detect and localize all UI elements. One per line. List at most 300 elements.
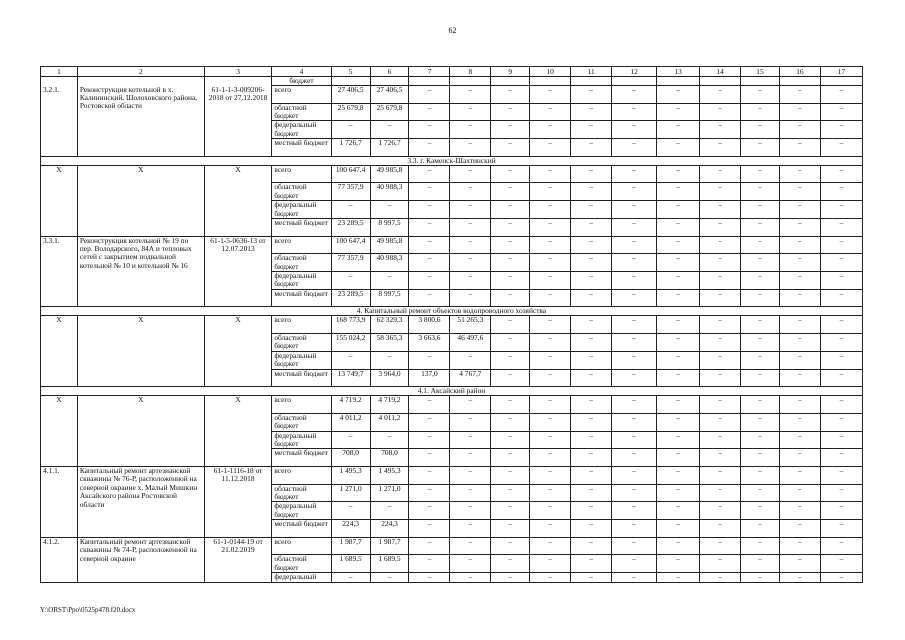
table-row <box>41 236 863 254</box>
value-cell: – <box>820 431 862 449</box>
value-cell: – <box>491 139 530 157</box>
value-cell: 708,0 <box>331 449 370 467</box>
value-cell: – <box>612 555 657 573</box>
value-cell: – <box>700 537 741 555</box>
budget-category: всего <box>272 236 331 254</box>
value-cell: – <box>409 254 450 272</box>
value-cell: – <box>657 520 700 538</box>
value-cell: 25 679,8 <box>370 103 409 121</box>
value-cell: – <box>700 254 741 272</box>
value-cell: – <box>571 537 612 555</box>
value-cell: – <box>820 449 862 467</box>
budget-category: местный бюджет <box>272 520 331 538</box>
value-cell: – <box>571 467 612 485</box>
value-cell: – <box>741 502 780 520</box>
value-cell: – <box>779 369 820 387</box>
value-cell: – <box>820 86 862 104</box>
value-cell: – <box>409 484 450 502</box>
budget-category: областной бюджет <box>272 183 331 201</box>
value-cell: 25 679,8 <box>331 103 370 121</box>
value-cell: – <box>820 139 862 157</box>
header-cell: 9 <box>491 67 530 77</box>
value-cell: 155 024,2 <box>331 334 370 352</box>
value-cell: – <box>491 351 530 369</box>
value-cell: – <box>657 351 700 369</box>
value-cell: – <box>657 219 700 237</box>
value-cell: 49 985,8 <box>370 165 409 183</box>
value-cell: – <box>571 369 612 387</box>
value-cell: – <box>571 289 612 307</box>
value-cell: – <box>820 334 862 352</box>
value-cell: – <box>450 537 491 555</box>
value-cell: – <box>700 520 741 538</box>
value-cell: 62 329,3 <box>370 316 409 334</box>
value-cell: – <box>820 289 862 307</box>
value-cell: – <box>331 272 370 290</box>
value-cell: – <box>741 165 780 183</box>
value-cell: – <box>700 369 741 387</box>
value-cell: – <box>491 254 530 272</box>
value-cell: – <box>700 121 741 139</box>
value-cell: – <box>409 431 450 449</box>
value-cell: 224,3 <box>370 520 409 538</box>
value-cell: – <box>820 316 862 334</box>
value-cell: – <box>700 183 741 201</box>
row-number: 4.1.2. <box>41 537 78 582</box>
value-cell: – <box>779 139 820 157</box>
page-number: 62 <box>448 26 457 35</box>
value-cell: – <box>741 183 780 201</box>
section-heading: 3.3. г. Каменск-Шахтинский <box>41 156 863 165</box>
value-cell: – <box>571 334 612 352</box>
value-cell: – <box>820 183 862 201</box>
value-cell: – <box>741 351 780 369</box>
value-cell: – <box>612 369 657 387</box>
value-cell: – <box>779 121 820 139</box>
value-cell: – <box>741 236 780 254</box>
value-cell: 708,0 <box>370 449 409 467</box>
value-cell: – <box>779 183 820 201</box>
value-cell: – <box>741 254 780 272</box>
value-cell: – <box>741 573 780 582</box>
value-cell: – <box>571 103 612 121</box>
value-cell: – <box>741 369 780 387</box>
value-cell: – <box>491 219 530 237</box>
value-cell: – <box>571 165 612 183</box>
value-cell: 100 647,4 <box>331 236 370 254</box>
table-row <box>41 396 863 414</box>
value-cell: 4 719,2 <box>370 396 409 414</box>
value-cell: 4 011,2 <box>331 413 370 431</box>
table-row <box>41 537 863 555</box>
value-cell: – <box>779 484 820 502</box>
document-ref: Х <box>204 316 272 387</box>
value-cell: 77 357,9 <box>331 254 370 272</box>
value-cell: – <box>700 413 741 431</box>
value-cell: – <box>571 86 612 104</box>
value-cell: – <box>331 201 370 219</box>
budget-category: областной бюджет <box>272 413 331 431</box>
budget-table <box>40 66 863 583</box>
value-cell: – <box>530 502 571 520</box>
value-cell: – <box>612 573 657 582</box>
value-cell: – <box>530 369 571 387</box>
value-cell: – <box>779 289 820 307</box>
budget-category: всего <box>272 86 331 104</box>
budget-category: федеральный бюджет <box>272 201 331 219</box>
value-cell: – <box>409 139 450 157</box>
value-cell: – <box>820 165 862 183</box>
value-cell: – <box>779 413 820 431</box>
value-cell: – <box>820 484 862 502</box>
value-cell: – <box>657 396 700 414</box>
value-cell: – <box>657 502 700 520</box>
value-cell: – <box>612 537 657 555</box>
value-cell: – <box>657 449 700 467</box>
value-cell: – <box>450 103 491 121</box>
value-cell: – <box>779 449 820 467</box>
value-cell: – <box>409 573 450 582</box>
value-cell: – <box>700 484 741 502</box>
value-cell: – <box>741 537 780 555</box>
value-cell: – <box>741 555 780 573</box>
value-cell: – <box>612 86 657 104</box>
value-cell: – <box>409 467 450 485</box>
value-cell: – <box>571 484 612 502</box>
value-cell: – <box>741 103 780 121</box>
value-cell: – <box>370 431 409 449</box>
value-cell: – <box>741 334 780 352</box>
value-cell: – <box>700 272 741 290</box>
value-cell: – <box>331 573 370 582</box>
value-cell: – <box>657 573 700 582</box>
document-ref: 61-1-1-3-009206-2018 от 27.12.2018 <box>204 86 272 157</box>
value-cell: – <box>741 467 780 485</box>
value-cell: – <box>491 431 530 449</box>
budget-category: местный бюджет <box>272 449 331 467</box>
value-cell: – <box>530 121 571 139</box>
value-cell: – <box>530 316 571 334</box>
value-cell: – <box>741 121 780 139</box>
value-cell: – <box>571 351 612 369</box>
value-cell: – <box>450 236 491 254</box>
value-cell: 13 749,7 <box>331 369 370 387</box>
value-cell: – <box>820 201 862 219</box>
value-cell: 1 495,3 <box>331 467 370 485</box>
header-cell: 6 <box>370 67 409 77</box>
header-cell: 16 <box>779 67 820 77</box>
value-cell: – <box>409 537 450 555</box>
value-cell: – <box>612 289 657 307</box>
budget-category: областной бюджет <box>272 484 331 502</box>
value-cell: 1 271,0 <box>331 484 370 502</box>
value-cell: – <box>657 334 700 352</box>
value-cell: – <box>450 502 491 520</box>
value-cell: – <box>491 183 530 201</box>
value-cell: – <box>450 413 491 431</box>
value-cell: – <box>571 121 612 139</box>
table-row <box>41 467 863 485</box>
value-cell: – <box>741 289 780 307</box>
value-cell: 3 800,6 <box>409 316 450 334</box>
header-cell: 10 <box>530 67 571 77</box>
object-name: Х <box>77 165 204 236</box>
budget-category: областной бюджет <box>272 254 331 272</box>
value-cell: – <box>530 413 571 431</box>
value-cell: – <box>612 396 657 414</box>
table-cell <box>204 77 272 86</box>
value-cell: – <box>779 219 820 237</box>
value-cell: – <box>571 520 612 538</box>
value-cell: – <box>657 413 700 431</box>
value-cell: – <box>530 484 571 502</box>
value-cell <box>820 77 862 86</box>
value-cell: – <box>612 431 657 449</box>
value-cell: – <box>331 502 370 520</box>
budget-category: всего <box>272 537 331 555</box>
value-cell: – <box>530 431 571 449</box>
document-ref: Х <box>204 165 272 236</box>
value-cell: 8 997,5 <box>370 289 409 307</box>
value-cell: – <box>612 219 657 237</box>
value-cell: – <box>657 537 700 555</box>
value-cell: – <box>450 484 491 502</box>
value-cell: 27 406,5 <box>331 86 370 104</box>
value-cell: – <box>779 555 820 573</box>
value-cell: 4 719,2 <box>331 396 370 414</box>
value-cell: – <box>657 165 700 183</box>
value-cell: – <box>370 272 409 290</box>
section-heading: 4. Капитальный ремонт объектов водопроводного хозяйства <box>41 307 863 316</box>
table-row <box>41 307 863 316</box>
value-cell: 4 767,7 <box>450 369 491 387</box>
value-cell: – <box>450 86 491 104</box>
value-cell: 224,3 <box>331 520 370 538</box>
value-cell: 8 997,5 <box>370 219 409 237</box>
value-cell: – <box>700 573 741 582</box>
value-cell: – <box>409 555 450 573</box>
value-cell: – <box>450 201 491 219</box>
document-ref: 61-1-1116-18 от 11.12.2018 <box>204 467 272 538</box>
budget-category: местный бюджет <box>272 139 331 157</box>
budget-category: всего <box>272 316 331 334</box>
value-cell: – <box>741 396 780 414</box>
value-cell: – <box>530 103 571 121</box>
object-name: Реконструкция котельной в х. Калининский, Шолоховского района, Ростовской области <box>77 86 204 157</box>
value-cell: – <box>779 431 820 449</box>
table-cell <box>41 77 78 86</box>
table-cell <box>77 77 204 86</box>
value-cell: – <box>820 555 862 573</box>
budget-category: федеральный бюджет <box>272 431 331 449</box>
value-cell: – <box>657 272 700 290</box>
value-cell: – <box>657 254 700 272</box>
value-cell: – <box>491 537 530 555</box>
header-cell: 4 <box>272 67 331 77</box>
value-cell: – <box>657 431 700 449</box>
value-cell: – <box>779 467 820 485</box>
header-cell: 17 <box>820 67 862 77</box>
value-cell: – <box>491 449 530 467</box>
row-number: Х <box>41 316 78 387</box>
budget-category: местный бюджет <box>272 369 331 387</box>
table-row <box>41 165 863 183</box>
value-cell: – <box>571 413 612 431</box>
value-cell: – <box>571 236 612 254</box>
value-cell: – <box>612 201 657 219</box>
value-cell: – <box>700 219 741 237</box>
header-cell: 8 <box>450 67 491 77</box>
value-cell: – <box>530 272 571 290</box>
value-cell: – <box>571 139 612 157</box>
value-cell <box>571 77 612 86</box>
value-cell: – <box>450 272 491 290</box>
value-cell: – <box>571 573 612 582</box>
value-cell: – <box>741 201 780 219</box>
value-cell: – <box>450 351 491 369</box>
value-cell: – <box>657 484 700 502</box>
value-cell: – <box>409 86 450 104</box>
value-cell: – <box>450 139 491 157</box>
value-cell: – <box>491 413 530 431</box>
value-cell: – <box>370 573 409 582</box>
value-cell: – <box>530 254 571 272</box>
table-row <box>41 156 863 165</box>
value-cell: – <box>700 467 741 485</box>
value-cell: – <box>571 201 612 219</box>
budget-category: областной бюджет <box>272 334 331 352</box>
header-cell: 12 <box>612 67 657 77</box>
budget-category: бюджет <box>272 77 331 86</box>
value-cell: – <box>491 555 530 573</box>
value-cell: – <box>571 183 612 201</box>
value-cell <box>331 77 370 86</box>
value-cell: – <box>530 86 571 104</box>
value-cell: – <box>491 502 530 520</box>
value-cell <box>409 77 450 86</box>
value-cell: – <box>700 289 741 307</box>
value-cell: – <box>657 467 700 485</box>
value-cell: – <box>491 165 530 183</box>
value-cell: 1 987,7 <box>370 537 409 555</box>
value-cell: – <box>779 520 820 538</box>
value-cell: – <box>820 219 862 237</box>
value-cell: – <box>820 520 862 538</box>
value-cell: 137,0 <box>409 369 450 387</box>
value-cell: – <box>571 555 612 573</box>
value-cell: – <box>741 219 780 237</box>
value-cell: – <box>657 183 700 201</box>
value-cell: – <box>612 316 657 334</box>
value-cell: – <box>409 201 450 219</box>
value-cell: 168 773,9 <box>331 316 370 334</box>
value-cell: – <box>779 86 820 104</box>
value-cell: – <box>491 201 530 219</box>
value-cell: – <box>450 121 491 139</box>
value-cell: – <box>491 289 530 307</box>
table-row <box>41 67 863 77</box>
value-cell: 58 365,3 <box>370 334 409 352</box>
value-cell: – <box>450 520 491 538</box>
header-cell: 1 <box>41 67 78 77</box>
value-cell: – <box>820 121 862 139</box>
value-cell: 1 271,0 <box>370 484 409 502</box>
table-row <box>41 387 863 396</box>
value-cell: – <box>409 396 450 414</box>
value-cell: – <box>700 334 741 352</box>
value-cell: – <box>820 413 862 431</box>
value-cell: 1 689,5 <box>370 555 409 573</box>
value-cell: – <box>450 183 491 201</box>
budget-category: всего <box>272 467 331 485</box>
value-cell: – <box>491 520 530 538</box>
value-cell: – <box>657 103 700 121</box>
value-cell: – <box>741 272 780 290</box>
value-cell: – <box>820 272 862 290</box>
value-cell: – <box>331 431 370 449</box>
value-cell: – <box>820 254 862 272</box>
budget-category: всего <box>272 396 331 414</box>
value-cell: – <box>530 219 571 237</box>
value-cell: – <box>820 573 862 582</box>
budget-category: местный бюджет <box>272 289 331 307</box>
value-cell: – <box>612 351 657 369</box>
object-name: Х <box>77 396 204 467</box>
value-cell: – <box>820 351 862 369</box>
header-cell: 3 <box>204 67 272 77</box>
value-cell: – <box>741 520 780 538</box>
value-cell: 4 011,2 <box>370 413 409 431</box>
header-cell: 7 <box>409 67 450 77</box>
value-cell: – <box>571 254 612 272</box>
budget-category: местный бюджет <box>272 219 331 237</box>
value-cell: – <box>491 484 530 502</box>
value-cell: – <box>612 165 657 183</box>
value-cell: – <box>741 484 780 502</box>
value-cell: – <box>491 573 530 582</box>
value-cell: – <box>409 520 450 538</box>
value-cell: – <box>450 449 491 467</box>
value-cell: – <box>700 555 741 573</box>
value-cell: – <box>820 396 862 414</box>
row-number: Х <box>41 165 78 236</box>
value-cell: – <box>820 537 862 555</box>
value-cell: – <box>409 413 450 431</box>
value-cell: – <box>657 121 700 139</box>
value-cell: – <box>657 316 700 334</box>
value-cell <box>741 77 780 86</box>
table-row <box>41 316 863 334</box>
value-cell: – <box>612 103 657 121</box>
value-cell: 51 265,3 <box>450 316 491 334</box>
value-cell: – <box>612 484 657 502</box>
value-cell: – <box>820 502 862 520</box>
value-cell: – <box>741 431 780 449</box>
budget-category: областной бюджет <box>272 103 331 121</box>
value-cell: – <box>700 502 741 520</box>
value-cell: – <box>571 272 612 290</box>
value-cell: 3 663,6 <box>409 334 450 352</box>
value-cell: – <box>450 289 491 307</box>
header-cell: 5 <box>331 67 370 77</box>
value-cell: – <box>779 573 820 582</box>
value-cell: – <box>779 502 820 520</box>
value-cell: – <box>530 351 571 369</box>
value-cell: – <box>612 254 657 272</box>
value-cell: – <box>530 139 571 157</box>
value-cell: – <box>450 467 491 485</box>
value-cell: – <box>657 86 700 104</box>
